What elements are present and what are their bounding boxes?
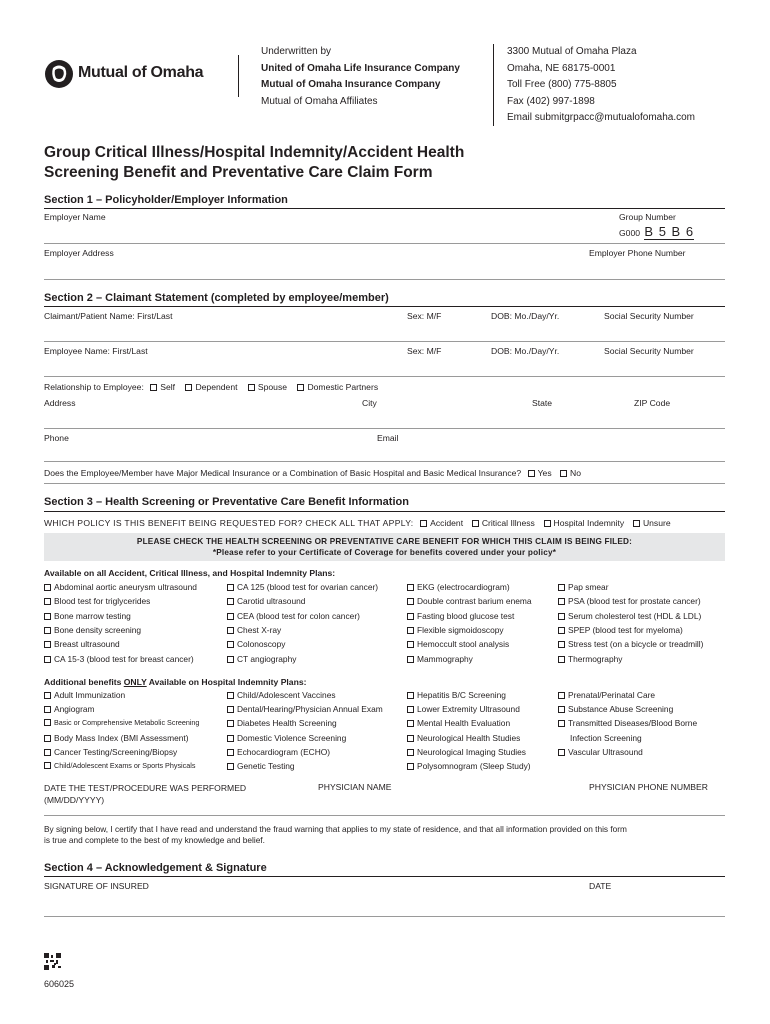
brand-name: Mutual of Omaha bbox=[78, 64, 204, 81]
date-label: DATE bbox=[589, 881, 612, 891]
signature-label: SIGNATURE OF INSURED bbox=[44, 881, 149, 891]
physician-row-field[interactable] bbox=[44, 815, 725, 816]
section2-heading: Section 2 – Claimant Statement (completed by employee/member) bbox=[44, 292, 389, 304]
employer-address-field[interactable] bbox=[44, 279, 725, 280]
benefit-label: Prenatal/Perinatal Care bbox=[568, 690, 656, 700]
benefit-label: Bone marrow testing bbox=[54, 610, 131, 621]
checkbox-icon bbox=[44, 656, 51, 663]
checkbox-icon bbox=[407, 720, 414, 727]
benefit-label: Fasting blood glucose test bbox=[417, 610, 515, 621]
benefit-label: Bone density screening bbox=[54, 624, 142, 635]
employee-sex-label: Sex: M/F bbox=[407, 346, 442, 356]
employer-name-field[interactable] bbox=[44, 243, 725, 244]
benefit-label: Infection Screening bbox=[570, 732, 642, 743]
relationship-dependent[interactable]: Dependent bbox=[185, 382, 237, 392]
employee-ssn-label: Social Security Number bbox=[604, 346, 694, 356]
address-line: 3300 Mutual of Omaha Plaza bbox=[507, 46, 637, 57]
benefit-label: Vascular Ultrasound bbox=[568, 746, 643, 757]
relationship-self[interactable]: Self bbox=[150, 382, 175, 392]
available-all-heading: Available on all Accident, Critical Illness, and Hospital Indemnity Plans: bbox=[44, 568, 336, 578]
lion-logo-icon bbox=[44, 59, 74, 89]
benefit-label: Child/Adolescent Exams or Sports Physicals bbox=[54, 761, 196, 770]
employee-name-label: Employee Name: First/Last bbox=[44, 346, 148, 356]
benefit-label: Hemoccult stool analysis bbox=[417, 639, 510, 650]
benefit-label: Echocardiogram (ECHO) bbox=[237, 746, 331, 757]
phone-label: Phone bbox=[44, 433, 69, 443]
benefit-option[interactable] bbox=[407, 639, 509, 649]
checkbox-icon bbox=[558, 598, 565, 605]
benefit-label: Lower Extremity Ultrasound bbox=[417, 704, 520, 715]
checkbox-icon bbox=[248, 384, 255, 391]
benefit-label: Chest X-ray bbox=[237, 624, 282, 635]
address-line: Toll Free (800) 775-8805 bbox=[507, 79, 617, 90]
benefit-option[interactable] bbox=[407, 582, 510, 592]
benefit-label: Serum cholesterol test (HDL & LDL) bbox=[568, 610, 702, 621]
address-line: Fax (402) 997-1898 bbox=[507, 95, 595, 107]
benefit-label: Body Mass Index (BMI Assessment) bbox=[54, 732, 189, 743]
checkbox-icon bbox=[227, 763, 234, 770]
benefit-label: Cancer Testing/Screening/Biopsy bbox=[54, 746, 178, 757]
date-performed-label: DATE THE TEST/PROCEDURE WAS PERFORMED (MM/DD/YYYY) bbox=[44, 783, 247, 805]
group-prefix: G000 bbox=[619, 228, 641, 238]
checkbox-icon bbox=[558, 749, 565, 756]
checkbox-icon bbox=[407, 749, 414, 756]
benefit-option[interactable] bbox=[227, 639, 285, 649]
benefit-label: Mental Health Evaluation bbox=[417, 718, 511, 729]
relationship-row bbox=[44, 382, 378, 392]
benefit-option[interactable] bbox=[227, 625, 281, 635]
group-number-field[interactable] bbox=[619, 224, 694, 239]
address-row-field[interactable] bbox=[44, 428, 725, 429]
checkbox-icon bbox=[227, 584, 234, 591]
checkbox-icon bbox=[558, 641, 565, 648]
benefit-label: Stress test (on a bicycle or treadmill) bbox=[568, 639, 704, 650]
checkbox-icon bbox=[227, 641, 234, 648]
section2-rule bbox=[44, 306, 725, 307]
checkbox-icon bbox=[558, 627, 565, 634]
checkbox-icon bbox=[407, 641, 414, 648]
checkbox-icon bbox=[560, 470, 567, 477]
signature-field[interactable] bbox=[44, 916, 725, 917]
benefit-option[interactable] bbox=[407, 654, 473, 664]
benefit-label: Double contrast barium enema bbox=[417, 596, 532, 607]
underwritten-line: Mutual of Omaha Affiliates bbox=[261, 95, 378, 107]
which-policy-label: WHICH POLICY IS THIS BENEFIT BEING REQUESTED FOR? CHECK ALL THAT APPLY: bbox=[44, 518, 414, 528]
medical-question-row bbox=[44, 468, 581, 478]
form-number: 606025 bbox=[44, 979, 75, 989]
section4-heading: Section 4 – Acknowledgement & Signature bbox=[44, 862, 267, 874]
underwritten-block bbox=[261, 44, 460, 110]
benefit-option[interactable] bbox=[227, 733, 346, 743]
benefit-label: Neurological Health Studies bbox=[417, 732, 521, 743]
checkbox-icon bbox=[297, 384, 304, 391]
header-divider bbox=[238, 55, 239, 97]
benefit-label: Breast ultrasound bbox=[54, 639, 120, 650]
policy-critical-illness[interactable]: Critical Illness bbox=[472, 518, 535, 528]
benefit-label: CA 15-3 (blood test for breast cancer) bbox=[54, 653, 194, 664]
physician-phone-label: PHYSICIAN PHONE NUMBER bbox=[589, 782, 708, 792]
checkbox-icon bbox=[44, 692, 51, 699]
checkbox-icon bbox=[633, 520, 640, 527]
benefit-label: Pap smear bbox=[568, 582, 609, 592]
benefit-label: Substance Abuse Screening bbox=[568, 704, 674, 715]
city-label: City bbox=[362, 398, 377, 408]
benefit-option[interactable] bbox=[44, 690, 125, 700]
benefit-label: Neurological Imaging Studies bbox=[417, 746, 526, 757]
benefit-option[interactable] bbox=[407, 747, 526, 757]
claimant-sex-label: Sex: M/F bbox=[407, 311, 442, 321]
checkbox-icon bbox=[44, 641, 51, 648]
benefit-option[interactable] bbox=[558, 704, 673, 714]
checkbox-icon bbox=[227, 627, 234, 634]
benefit-option[interactable] bbox=[407, 625, 504, 635]
employer-phone-label: Employer Phone Number bbox=[589, 248, 686, 258]
which-policy-row bbox=[44, 518, 671, 528]
benefit-option[interactable] bbox=[44, 761, 195, 770]
benefit-option[interactable] bbox=[407, 761, 531, 771]
form-title bbox=[44, 143, 464, 183]
benefit-option[interactable] bbox=[227, 718, 337, 728]
checkbox-icon bbox=[227, 598, 234, 605]
checkbox-icon bbox=[407, 706, 414, 713]
benefit-label: Blood test for triglycerides bbox=[54, 596, 151, 607]
medical-question: Does the Employee/Member have Major Medical Insurance or a Combination of Basic Hospital and Basic Medical Insurance? bbox=[44, 468, 522, 478]
checkbox-icon bbox=[558, 706, 565, 713]
benefit-label: Flexible sigmoidoscopy bbox=[417, 624, 504, 635]
benefit-option[interactable] bbox=[44, 596, 150, 606]
checkbox-icon bbox=[44, 627, 51, 634]
checkbox-icon bbox=[227, 656, 234, 663]
claimant-row-field[interactable] bbox=[44, 341, 725, 342]
barcode-icon bbox=[44, 953, 61, 970]
checkbox-icon bbox=[44, 584, 51, 591]
checkbox-icon bbox=[407, 613, 414, 620]
checkbox-icon bbox=[150, 384, 157, 391]
checkbox-icon bbox=[227, 749, 234, 756]
benefit-option[interactable] bbox=[44, 654, 194, 664]
checkbox-icon bbox=[558, 692, 565, 699]
benefit-label: PSA (blood test for prostate cancer) bbox=[568, 596, 701, 607]
benefit-label: Domestic Violence Screening bbox=[237, 732, 347, 743]
checkbox-icon bbox=[185, 384, 192, 391]
checkbox-icon bbox=[558, 613, 565, 620]
medical-yes-option[interactable]: Yes bbox=[528, 468, 552, 478]
relationship-spouse[interactable]: Spouse bbox=[248, 382, 287, 392]
group-number-label: Group Number bbox=[619, 212, 676, 222]
benefit-option[interactable] bbox=[44, 747, 177, 757]
underwritten-line: Underwritten by bbox=[261, 46, 332, 57]
checkbox-icon bbox=[227, 706, 234, 713]
benefit-option[interactable] bbox=[407, 718, 510, 728]
medical-no-option[interactable]: No bbox=[560, 468, 581, 478]
benefit-option[interactable] bbox=[227, 611, 360, 621]
checkbox-icon bbox=[227, 735, 234, 742]
benefit-option[interactable] bbox=[227, 654, 296, 664]
checkbox-icon bbox=[407, 735, 414, 742]
benefit-option[interactable] bbox=[558, 596, 701, 606]
claimant-name-label: Claimant/Patient Name: First/Last bbox=[44, 311, 173, 321]
underwritten-line: United of Omaha Life Insurance Company bbox=[261, 62, 460, 74]
checkbox-icon bbox=[227, 720, 234, 727]
benefit-label: Adult Immunization bbox=[54, 690, 126, 700]
group-number-value: B 5 B 6 bbox=[644, 224, 695, 239]
physician-name-label: PHYSICIAN NAME bbox=[318, 782, 392, 792]
benefit-label: Carotid ultrasound bbox=[237, 596, 306, 607]
title-line: Screening Benefit and Preventative Care Claim Form bbox=[44, 164, 433, 181]
relationship-label: Relationship to Employee: bbox=[44, 382, 144, 392]
benefit-label: Mammography bbox=[417, 653, 473, 664]
address-line: Omaha, NE 68175-0001 bbox=[507, 62, 616, 74]
checkbox-icon bbox=[472, 520, 479, 527]
checkbox-icon bbox=[44, 706, 51, 713]
checkbox-icon bbox=[528, 470, 535, 477]
benefit-label: Basic or Comprehensive Metabolic Screening bbox=[54, 718, 200, 728]
benefit-option[interactable] bbox=[44, 611, 131, 621]
checkbox-icon bbox=[44, 735, 51, 742]
benefit-option[interactable] bbox=[558, 654, 622, 664]
checkbox-icon bbox=[407, 656, 414, 663]
benefit-option[interactable] bbox=[407, 704, 520, 714]
checkbox-icon bbox=[407, 692, 414, 699]
benefit-option bbox=[570, 733, 642, 743]
claimant-ssn-label: Social Security Number bbox=[604, 311, 694, 321]
benefit-option[interactable] bbox=[407, 611, 514, 621]
benefit-label: Diabetes Health Screening bbox=[237, 718, 337, 729]
checkbox-icon bbox=[420, 520, 427, 527]
medical-rule bbox=[44, 483, 725, 484]
checkbox-icon bbox=[407, 584, 414, 591]
benefit-label: SPEP (blood test for myeloma) bbox=[568, 624, 683, 635]
relationship-domestic-partners[interactable]: Domestic Partners bbox=[297, 382, 378, 392]
checkbox-icon bbox=[558, 584, 565, 591]
claimant-dob-label: DOB: Mo./Day/Yr. bbox=[491, 311, 560, 321]
benefit-label: Colonoscopy bbox=[237, 639, 286, 650]
benefit-option[interactable] bbox=[407, 690, 506, 700]
benefit-option[interactable] bbox=[44, 639, 120, 649]
benefit-label: CEA (blood test for colon cancer) bbox=[237, 610, 360, 621]
employee-row-field[interactable] bbox=[44, 376, 725, 377]
benefit-option[interactable] bbox=[227, 761, 295, 771]
employer-name-label: Employer Name bbox=[44, 212, 106, 222]
benefit-option[interactable] bbox=[227, 596, 305, 606]
address-line: Email submitgrpacc@mutualofomaha.com bbox=[507, 112, 696, 123]
policy-unsure[interactable]: Unsure bbox=[633, 518, 671, 528]
benefit-option[interactable] bbox=[407, 733, 520, 743]
benefit-label: Child/Adolescent Vaccines bbox=[237, 690, 336, 700]
section1-rule bbox=[44, 208, 725, 209]
checkbox-icon bbox=[227, 613, 234, 620]
benefit-option[interactable] bbox=[558, 747, 643, 757]
benefit-label: Thermography bbox=[568, 653, 623, 664]
checkbox-icon bbox=[558, 656, 565, 663]
benefit-option[interactable] bbox=[44, 582, 197, 592]
zip-label: ZIP Code bbox=[634, 398, 671, 408]
notice-box bbox=[44, 533, 725, 561]
benefit-label: Polysomnogram (Sleep Study) bbox=[417, 761, 531, 771]
employee-dob-label: DOB: Mo./Day/Yr. bbox=[491, 346, 560, 356]
certify-text: By signing below, I certify that I have read and understand the fraud warning that applies to my state of residence, and that all information provided on this form is true and complete to the best of my knowledge and belief. bbox=[44, 824, 627, 845]
benefit-label: Angiogram bbox=[54, 704, 95, 715]
notice-line: PLEASE CHECK THE HEALTH SCREENING OR PREVENTATIVE CARE BENEFIT FOR WHICH THIS CLAIM IS BEING FILED: bbox=[136, 537, 633, 546]
checkbox-icon bbox=[407, 627, 414, 634]
section4-rule bbox=[44, 876, 725, 877]
benefit-option[interactable] bbox=[44, 733, 189, 743]
only-emphasis: ONLY bbox=[123, 677, 147, 687]
benefit-option[interactable] bbox=[227, 690, 336, 700]
benefit-label: Transmitted Diseases/Blood Borne bbox=[568, 718, 698, 729]
section3-rule bbox=[44, 511, 725, 512]
policy-accident[interactable]: Accident bbox=[420, 518, 463, 528]
section1-heading: Section 1 – Policyholder/Employer Information bbox=[44, 194, 288, 206]
benefit-option[interactable] bbox=[44, 704, 95, 714]
checkbox-icon bbox=[44, 598, 51, 605]
policy-hospital-indemnity[interactable]: Hospital Indemnity bbox=[544, 518, 625, 528]
benefit-option[interactable] bbox=[44, 625, 141, 635]
email-label: Email bbox=[377, 433, 399, 443]
benefit-option[interactable] bbox=[558, 639, 703, 649]
benefit-label: Abdominal aortic aneurysm ultrasound bbox=[54, 582, 197, 592]
benefit-option[interactable] bbox=[558, 690, 655, 700]
notice-line: *Please refer to your Certificate of Coverage for benefits covered under your policy* bbox=[212, 548, 557, 557]
benefit-option[interactable] bbox=[227, 704, 383, 714]
brand-logo bbox=[44, 58, 219, 92]
additional-heading: Additional benefits ONLY Available on Hospital Indemnity Plans: bbox=[44, 677, 307, 687]
benefit-label: CA 125 (blood test for ovarian cancer) bbox=[237, 582, 379, 592]
underwritten-line: Mutual of Omaha Insurance Company bbox=[261, 79, 441, 90]
checkbox-icon bbox=[44, 762, 51, 769]
checkbox-icon bbox=[44, 749, 51, 756]
phone-row-field[interactable] bbox=[44, 461, 725, 462]
address-label: Address bbox=[44, 398, 76, 408]
checkbox-icon bbox=[407, 598, 414, 605]
title-line: Group Critical Illness/Hospital Indemnity/Accident Health bbox=[44, 144, 465, 161]
benefit-label: CT angiography bbox=[237, 653, 297, 664]
benefit-option[interactable] bbox=[558, 611, 701, 621]
benefit-label: Dental/Hearing/Physician Annual Exam bbox=[237, 704, 383, 715]
address-block bbox=[507, 44, 695, 127]
section3-heading: Section 3 – Health Screening or Preventative Care Benefit Information bbox=[44, 496, 409, 508]
address-divider bbox=[493, 44, 494, 126]
benefit-label: EKG (electrocardiogram) bbox=[417, 582, 510, 592]
state-label: State bbox=[532, 398, 553, 408]
benefit-option[interactable] bbox=[558, 625, 683, 635]
checkbox-icon bbox=[407, 763, 414, 770]
benefit-option[interactable] bbox=[558, 582, 609, 592]
benefit-label: Genetic Testing bbox=[237, 761, 295, 771]
benefit-option[interactable] bbox=[558, 718, 697, 728]
checkbox-icon bbox=[558, 720, 565, 727]
checkbox-icon bbox=[44, 719, 51, 726]
benefit-option[interactable] bbox=[44, 718, 199, 727]
benefit-option[interactable] bbox=[407, 596, 532, 606]
benefit-option[interactable] bbox=[227, 747, 330, 757]
benefit-label: Hepatitis B/C Screening bbox=[417, 690, 506, 700]
benefit-option[interactable] bbox=[227, 582, 378, 592]
checkbox-icon bbox=[227, 692, 234, 699]
checkbox-icon bbox=[544, 520, 551, 527]
employer-address-label: Employer Address bbox=[44, 248, 114, 258]
checkbox-icon bbox=[44, 613, 51, 620]
